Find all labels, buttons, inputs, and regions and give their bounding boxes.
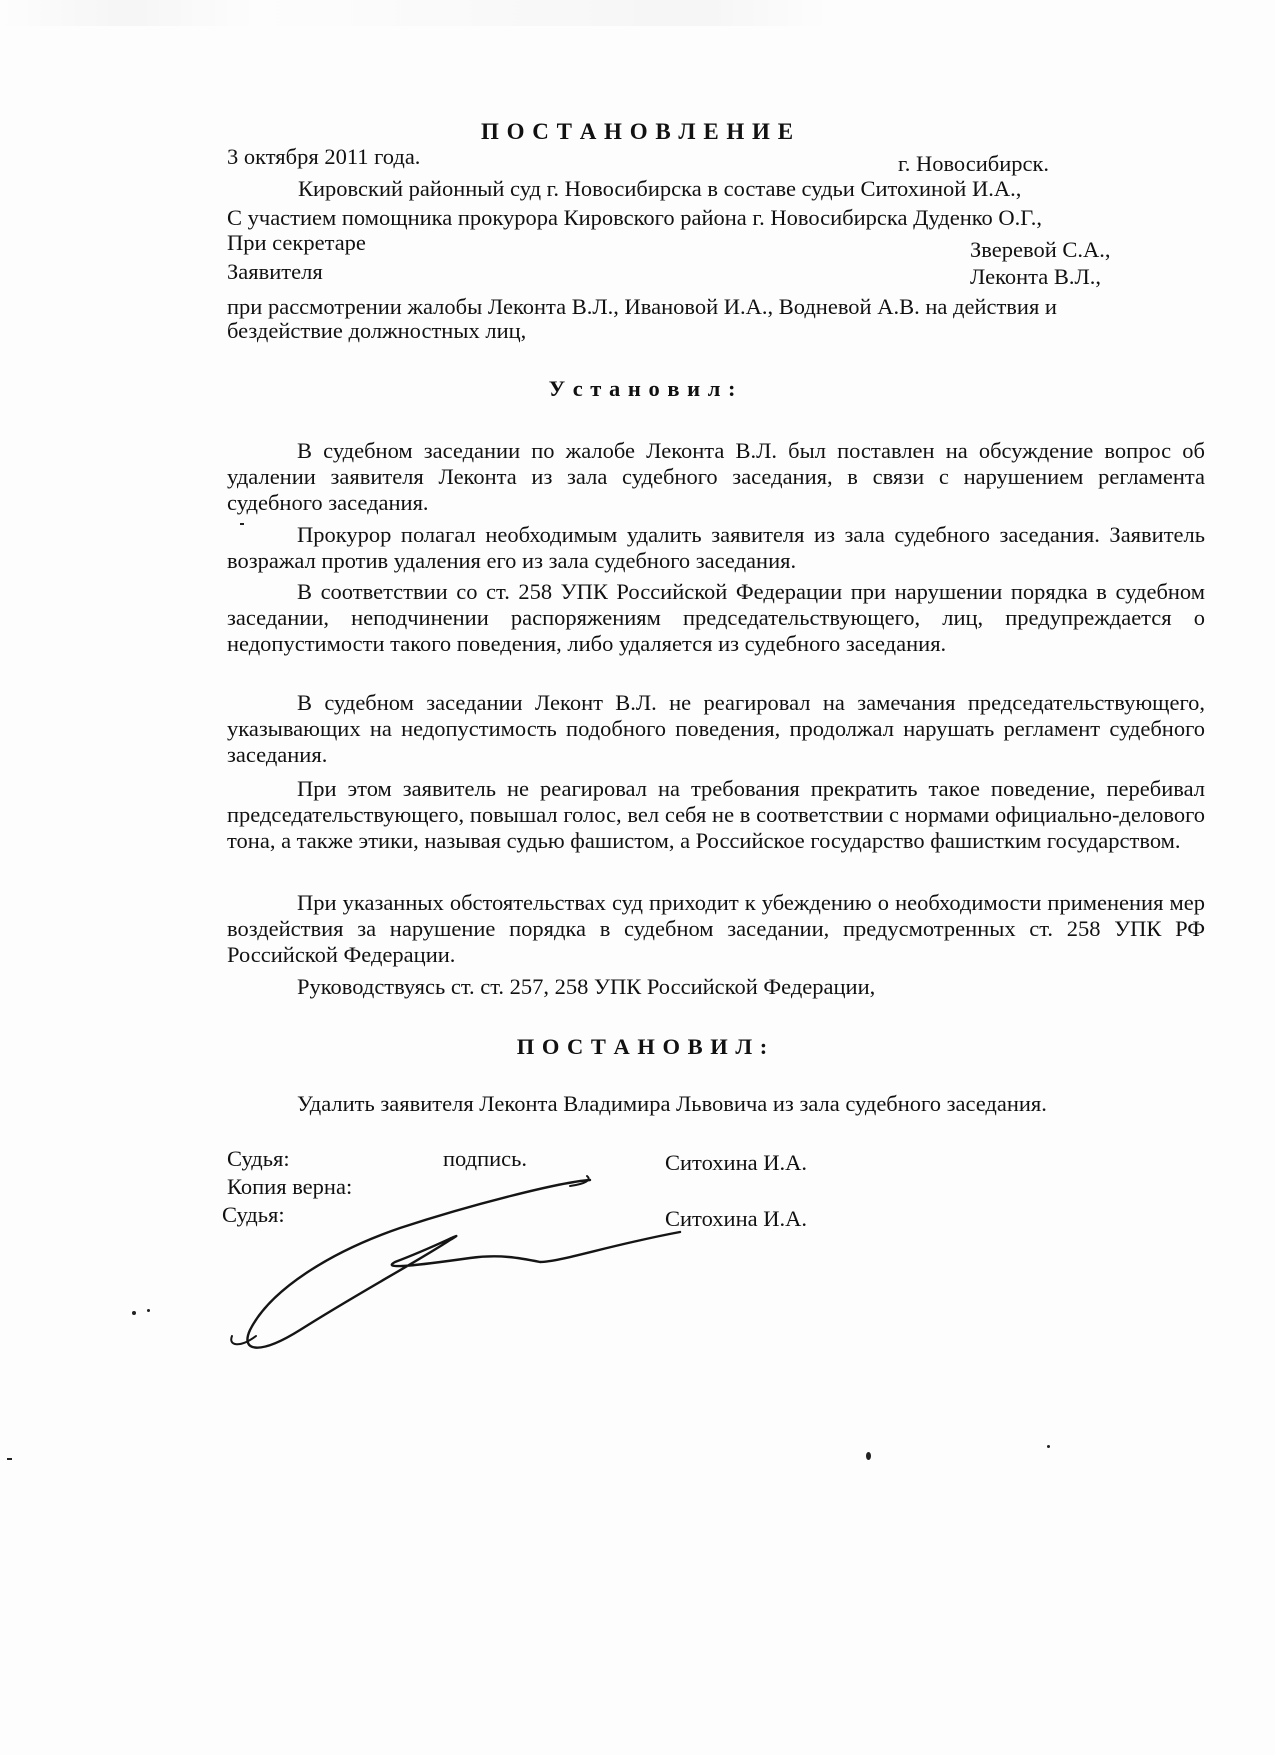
scan-speck <box>1047 1445 1050 1448</box>
applicant-label: Заявителя <box>227 259 323 284</box>
court-composition-line: Кировский районный суд г. Новосибирска в составе судьи Ситохиной И.А., <box>298 176 1022 201</box>
judge-label: Судья: <box>227 1146 290 1171</box>
paragraph-2-text: Прокурор полагал необходимым удалить заявителя из зала судебного заседания. Заявитель возражал против удаления его из зала судебного заседания. <box>227 522 1205 573</box>
scan-speck <box>147 1309 150 1312</box>
document-title: П О С Т А Н О В Л Е Н И Е <box>480 119 795 144</box>
paragraph-1-text: В судебном заседании по жалобе Леконта В.Л. был поставлен на обсуждение вопрос об удалении заявителя Леконта из зала судебного заседания, в связи с нарушением регламента судебного заседания. <box>227 438 1205 515</box>
scan-speck <box>240 523 244 525</box>
scan-speck <box>866 1452 871 1460</box>
paragraph-6-text: При указанных обстоятельствах суд приходит к убеждению о необходимости применения мер воздействия за нарушение порядка в судебном заседании, предусмотренных ст. 258 УПК РФ Российской Федерации. <box>227 890 1205 967</box>
paragraph-3-text: В соответствии со ст. 258 УПК Российской Федерации при нарушении порядка в судебном заседании, неподчинении распоряжениям председательствующего, лиц, предупреждается о недопустимости такого поведения, либо удаляется из судебного заседания. <box>227 579 1205 656</box>
decision-text: Удалить заявителя Леконта Владимира Львовича из зала судебного заседания. <box>297 1091 1047 1116</box>
applicant-name: Леконта В.Л., <box>970 264 1102 289</box>
established-heading: У с т а н о в и л : <box>548 376 737 401</box>
ruled-heading: П О С Т А Н О В И Л : <box>516 1034 769 1059</box>
judge-name: Ситохина И.А. <box>665 1150 807 1175</box>
scan-speck <box>7 1458 12 1460</box>
complaint-line-1: при рассмотрении жалобы Леконта В.Л., Ивановой И.А., Водневой А.В. на действия и <box>227 294 1057 319</box>
copy-verified-label: Копия верна: <box>227 1174 353 1199</box>
document-date: 3 октября 2011 года. <box>227 144 421 169</box>
guided-line: Руководствуясь ст. ст. 257, 258 УПК Российской Федерации, <box>297 974 876 999</box>
judge-name-2: Ситохина И.А. <box>665 1206 807 1231</box>
paragraph-5-text: При этом заявитель не реагировал на требования прекратить такое поведение, перебивал председательствующего, повышал голос, вел себя не в соответствии с нормами официально-делового тона, а также этики, называя судью фашистом, а Российское государство фашистким государством. <box>227 776 1205 853</box>
paragraph-4-text: В судебном заседании Леконт В.Л. не реагировал на замечания председательствующего, указывающих на недопустимость подобного поведения, продолжал нарушать регламент судебного заседания. <box>227 690 1205 767</box>
secretary-name: Зверевой С.А., <box>970 237 1111 262</box>
scan-speck <box>132 1311 136 1315</box>
signature-word: подпись. <box>443 1146 528 1171</box>
prosecutor-line: С участием помощника прокурора Кировского района г. Новосибирска Дуденко О.Г., <box>227 205 1042 230</box>
judge-label-2: Судья: <box>222 1202 285 1227</box>
document-city: г. Новосибирск. <box>898 151 1050 176</box>
complaint-line-2: бездействие должностных лиц, <box>227 318 527 343</box>
secretary-label: При секретаре <box>227 230 366 255</box>
